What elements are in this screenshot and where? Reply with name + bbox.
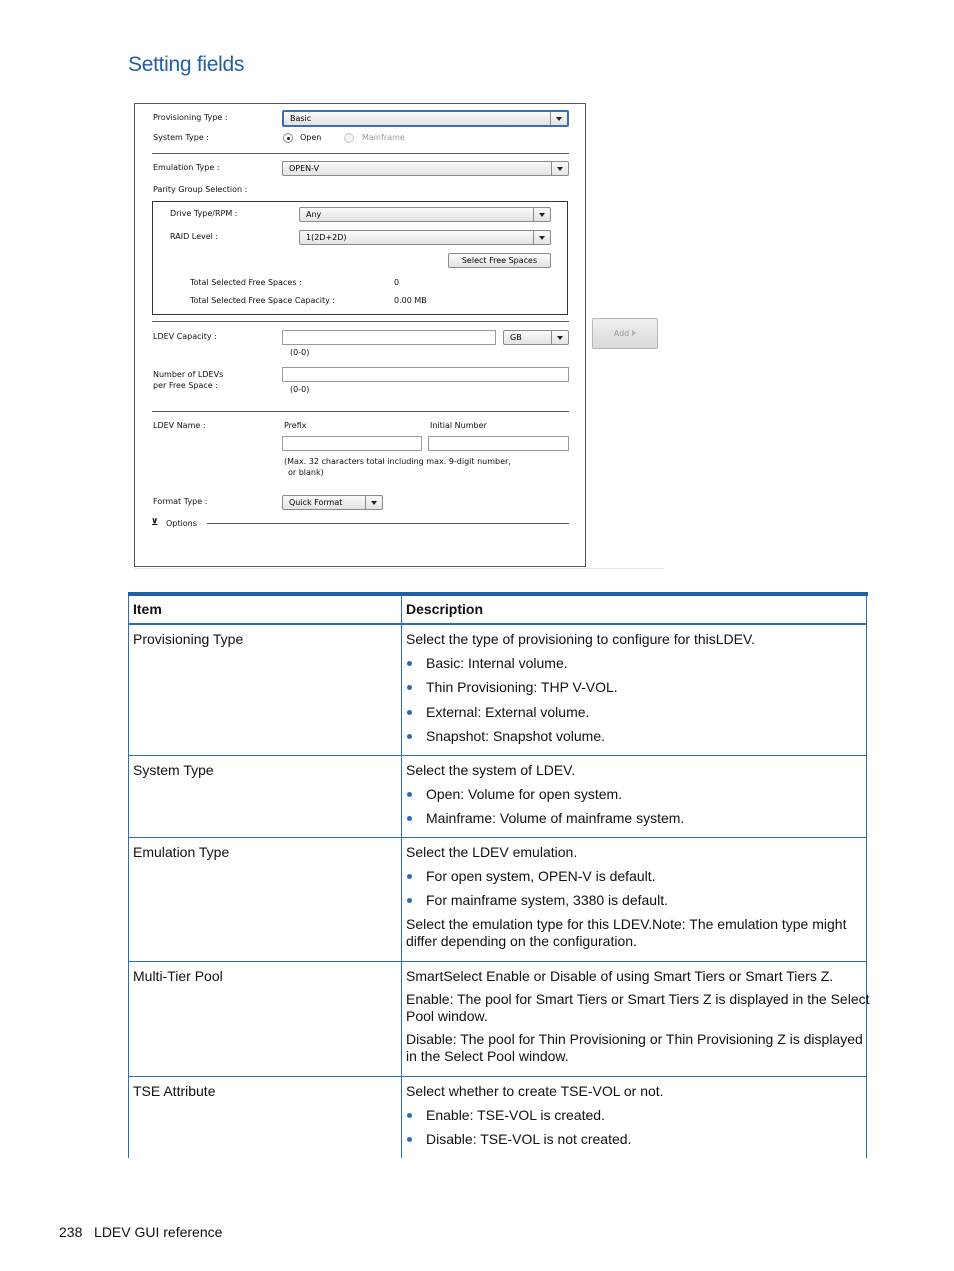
system-type-mainframe-radio[interactable] [344,133,354,143]
table-cell-paragraph: Enable: The pool for Smart Tiers or Smart Tiers Z is displayed in the Select [406,991,870,1007]
system-type-open-radio[interactable] [283,133,293,143]
bullet-icon [407,661,412,666]
divider [152,411,569,412]
list-item: Open: Volume for open system. [426,786,623,802]
arrow-right-icon [632,330,636,336]
table-cell-item: Multi-Tier Pool [133,968,223,984]
table-right-border [866,596,867,1158]
raid-level-select[interactable] [299,230,551,245]
emulation-type-select[interactable] [282,161,569,176]
table-cell-note: differ depending on the configuration. [406,933,637,949]
bullet-icon [407,685,412,690]
drive-type-label: Drive Type/RPM : [170,209,238,218]
table-cell-description: Select the type of provisioning to configure for thisLDEV. [406,631,755,647]
table-header-description: Description [406,601,484,617]
initial-number-label: Initial Number [430,421,487,430]
bullet-icon [407,792,412,797]
table-cell-description: Select whether to create TSE-VOL or not. [406,1083,664,1099]
table-cell-item: System Type [133,762,214,778]
emulation-type-value: OPEN-V [289,164,320,173]
num-ldevs-hint: (0-0) [290,385,310,394]
bullet-icon [407,734,412,739]
total-capacity-value: 0.00 MB [394,296,427,305]
options-toggle[interactable]: Options [166,519,197,528]
total-free-spaces-value: 0 [394,278,400,287]
format-type-label: Format Type : [153,497,208,506]
system-type-label: System Type : [153,133,209,142]
table-row-divider [128,1076,867,1077]
bullet-icon [407,710,412,715]
bullet-icon [407,1113,412,1118]
ldev-name-label: LDEV Name : [153,421,206,430]
table-column-divider [401,596,402,1158]
list-item: External: External volume. [426,704,590,720]
format-type-value: Quick Format [289,498,343,507]
ldev-capacity-hint: (0-0) [290,348,310,357]
list-item: Enable: TSE-VOL is created. [426,1107,605,1123]
drive-type-select[interactable] [299,207,551,222]
bullet-icon [407,874,412,879]
prefix-input[interactable] [282,436,422,451]
chevron-down-icon [551,331,568,344]
total-capacity-label: Total Selected Free Space Capacity : [190,296,336,305]
add-button[interactable] [592,318,658,349]
page-number: 238 [59,1224,83,1240]
page-footer [59,1224,222,1240]
ldev-capacity-input[interactable] [282,330,496,345]
bullet-icon [407,1137,412,1142]
prefix-label: Prefix [284,421,307,430]
provisioning-type-label: Provisioning Type : [153,113,228,122]
chevron-down-icon [365,496,382,509]
add-button-label: Add [613,329,630,338]
table-cell-paragraph: Pool window. [406,1008,488,1024]
table-cell-paragraph: in the Select Pool window. [406,1048,569,1064]
provisioning-type-value: Basic [290,114,312,123]
select-free-spaces-button[interactable]: Select Free Spaces [448,253,551,268]
table-cell-paragraph: Disable: The pool for Thin Provisioning or Thin Provisioning Z is displayed [406,1031,863,1047]
num-ldevs-input[interactable] [282,367,569,382]
table-header-item: Item [133,601,162,617]
ldev-name-hint-line1: (Max. 32 characters total including max. 9-digit number, [284,457,511,466]
chevron-down-icon [550,112,567,125]
total-free-spaces-label: Total Selected Free Spaces : [190,278,302,287]
divider [152,153,569,154]
capacity-unit-value: GB [510,333,522,342]
bullet-icon [407,816,412,821]
table-row-divider [128,961,867,962]
drive-type-value: Any [306,210,322,219]
chevron-down-icon [533,231,550,244]
list-item: Mainframe: Volume of mainframe system. [426,810,685,826]
table-cell-item: Provisioning Type [133,631,244,647]
table-cell-description: SmartSelect Enable or Disable of using Smart Tiers or Smart Tiers Z. [406,968,834,984]
table-row-divider [128,755,867,756]
bullet-icon [407,898,412,903]
table-row-divider [128,837,867,838]
format-type-select[interactable] [282,495,383,510]
double-chevron-down-icon[interactable]: ⊻ [151,518,159,528]
parity-group-label: Parity Group Selection : [153,185,248,194]
chevron-down-icon [551,162,568,175]
list-item: Thin Provisioning: THP V-VOL. [426,679,618,695]
num-ldevs-label-line2: per Free Space : [153,381,218,390]
capacity-unit-select[interactable] [503,330,569,345]
table-header-rule [128,623,867,625]
table-cell-note: Select the emulation type for this LDEV.Note: The emulation type might [406,916,847,932]
ldev-name-hint-line2: or blank) [288,468,324,477]
divider [207,523,569,524]
initial-number-input[interactable] [428,436,569,451]
list-item: For open system, OPEN-V is default. [426,868,656,884]
table-cell-description: Select the LDEV emulation. [406,844,578,860]
raid-level-label: RAID Level : [170,232,219,241]
table-cell-item: TSE Attribute [133,1083,216,1099]
list-item: Basic: Internal volume. [426,655,568,671]
system-type-mainframe-label: Mainframe [362,133,405,142]
page-title: Setting fields [128,53,245,76]
emulation-type-label: Emulation Type : [153,163,220,172]
provisioning-type-select[interactable] [282,110,569,127]
table-cell-description: Select the system of LDEV. [406,762,576,778]
divider [152,321,569,322]
list-item: Snapshot: Snapshot volume. [426,728,606,744]
list-item: For mainframe system, 3380 is default. [426,892,668,908]
footer-section-title: LDEV GUI reference [94,1224,223,1240]
table-left-border [128,596,129,1158]
chevron-down-icon [533,208,550,221]
system-type-open-label: Open [300,133,322,142]
num-ldevs-label-line1: Number of LDEVs [153,370,224,379]
ldev-capacity-label: LDEV Capacity : [153,332,217,341]
table-top-rule [128,592,868,596]
table-cell-item: Emulation Type [133,844,230,860]
raid-level-value: 1(2D+2D) [306,233,347,242]
dialog-bottom-border [134,568,664,569]
list-item: Disable: TSE-VOL is not created. [426,1131,632,1147]
